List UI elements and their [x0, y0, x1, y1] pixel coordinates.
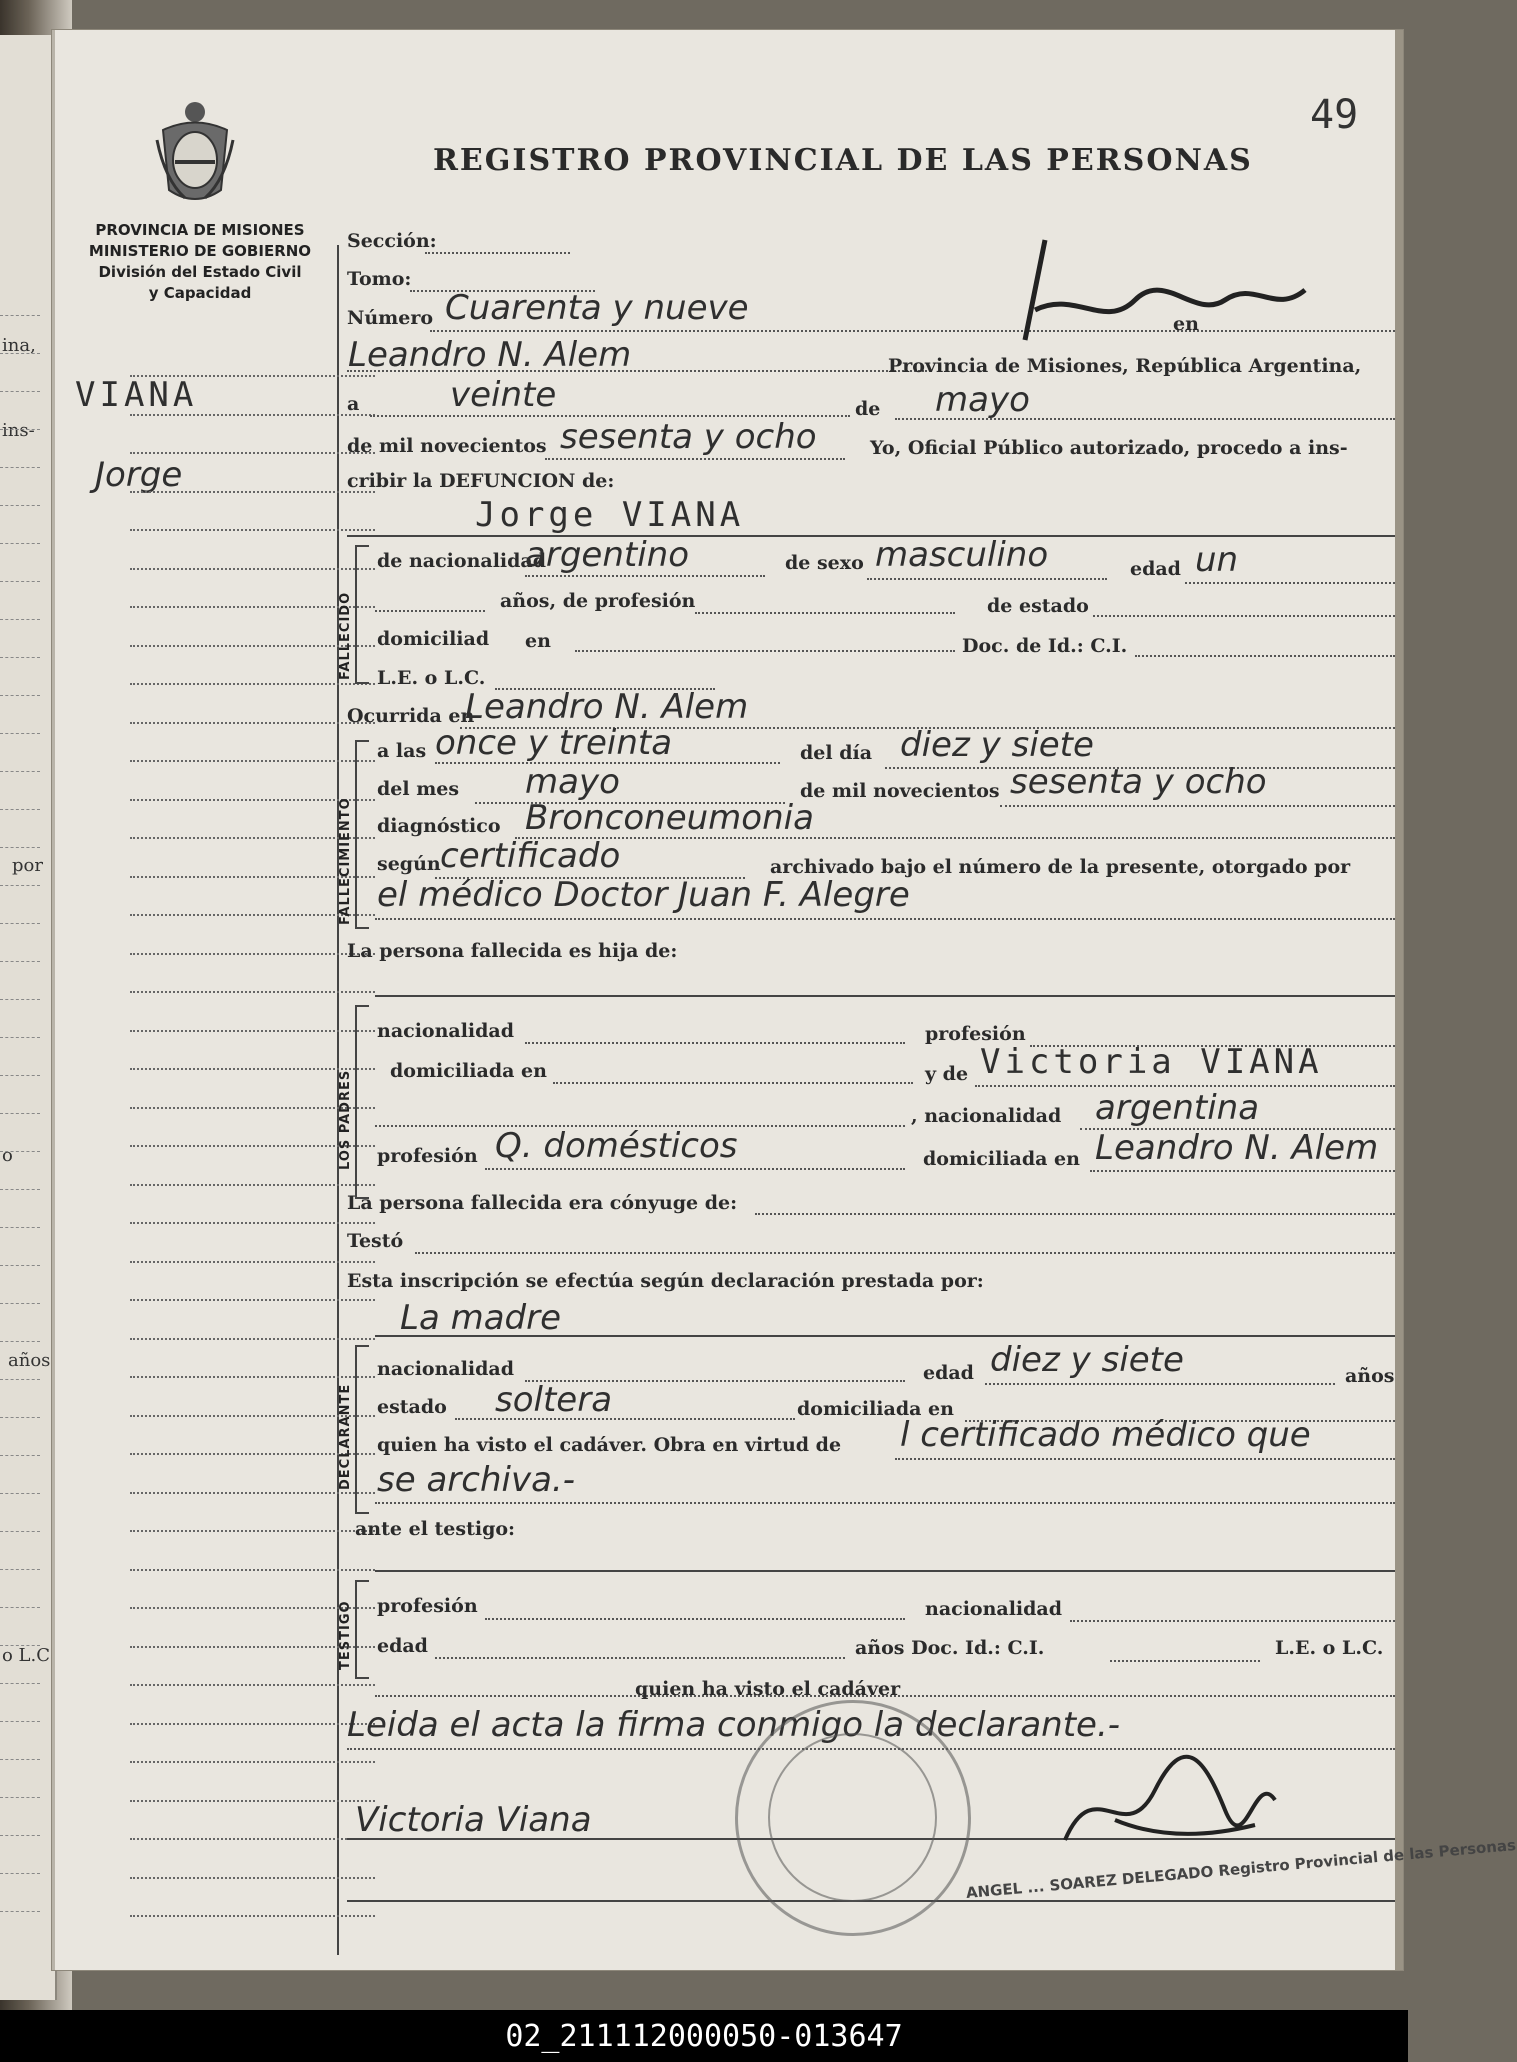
anio-value: sesenta y ocho	[560, 417, 817, 457]
rule	[375, 918, 1395, 920]
edad-label: edad	[1130, 558, 1181, 580]
declarante-value: La madre	[400, 1298, 562, 1338]
prev-page-line	[0, 1379, 40, 1380]
rule	[1185, 582, 1395, 584]
mes-value: mayo	[935, 380, 1030, 420]
section-fallecimiento: FALLECIMIENTO	[338, 797, 353, 925]
le-lc-testigo-label: L.E. o L.C.	[1275, 1637, 1384, 1659]
rule	[1110, 1660, 1260, 1662]
rule	[525, 575, 765, 577]
section-brace	[355, 740, 369, 929]
rule	[545, 458, 845, 460]
prev-page-line	[0, 1455, 40, 1456]
tomo-label: Tomo:	[347, 268, 412, 290]
rule	[895, 418, 1395, 420]
official-stamp-inner	[768, 1733, 937, 1902]
prev-page-line	[0, 1037, 40, 1038]
prev-page-line	[0, 847, 40, 848]
prev-fragment: años	[8, 1350, 51, 1371]
nacionalidad-value: argentino	[525, 535, 689, 575]
numero-value: Cuarenta y nueve	[445, 288, 749, 328]
ocurrida-value: Leandro N. Alem	[465, 687, 749, 727]
nacionalidad-label: de nacionalidad	[377, 550, 547, 572]
scan-footer	[0, 2010, 1408, 2062]
section-declarante: DECLARANTE	[338, 1383, 353, 1490]
prev-page-line	[0, 1493, 40, 1494]
side-ruled-line	[130, 1723, 375, 1725]
scan-id: 02_211112000050-013647	[505, 2018, 903, 2054]
de-mil-label: de mil novecientos	[347, 435, 547, 457]
side-ruled-line	[130, 1877, 375, 1879]
prev-page-line	[0, 315, 40, 316]
prev-page-line	[0, 1151, 40, 1152]
edad-declarante-label: edad	[923, 1362, 974, 1384]
dia-fallecimiento-value: diez y siete	[900, 725, 1094, 765]
rule	[975, 1085, 1395, 1087]
nacionalidad-declarante-label: nacionalidad	[377, 1358, 515, 1380]
section-brace	[355, 545, 369, 684]
diagnostico-label: diagnóstico	[377, 815, 501, 837]
side-ruled-line	[130, 1800, 375, 1802]
section-testigo: TESTIGO	[338, 1600, 353, 1670]
side-ruled-line	[130, 1684, 375, 1686]
side-ruled-line	[130, 1261, 375, 1263]
side-ruled-line	[130, 1030, 375, 1032]
side-ruled-line	[130, 991, 375, 993]
rule	[1070, 1620, 1395, 1622]
cribir-label: cribir la DEFUNCION de:	[347, 470, 615, 492]
rule	[525, 1042, 905, 1044]
prev-page-line	[0, 733, 40, 734]
archivado-label: archivado bajo el número de la presente, otorgado por	[770, 856, 1351, 878]
rule	[755, 1213, 1395, 1215]
rule	[375, 1502, 1395, 1504]
ocurrida-label: Ocurrida en	[347, 705, 475, 727]
section-brace	[355, 1005, 369, 1199]
edad-value: un	[1195, 540, 1239, 580]
section-padres: LOS PADRES	[338, 1069, 353, 1170]
obra-virtud-value: l certificado médico que	[900, 1415, 1311, 1455]
leida-value: Leida el acta la firma conmigo la declarante.-	[347, 1705, 1121, 1745]
side-ruled-line	[130, 1838, 375, 1840]
prev-page-line	[0, 1531, 40, 1532]
del-mes-label: del mes	[377, 778, 460, 800]
side-surname: VIANA	[75, 375, 198, 415]
nacionalidad-testigo-label: nacionalidad	[925, 1598, 1063, 1620]
official-stamp	[735, 1700, 971, 1936]
rule	[375, 1335, 1395, 1337]
domiciliad-label: domiciliad	[377, 628, 490, 650]
a-las-label: a las	[377, 740, 427, 762]
declarante-estado-value: soltera	[495, 1380, 613, 1420]
prev-page-line	[0, 1303, 40, 1304]
hija-de-label: La persona fallecida es hija de:	[347, 940, 678, 962]
rule	[575, 650, 955, 652]
prev-page-line	[0, 353, 40, 354]
rule	[553, 1082, 913, 1084]
rule	[695, 612, 955, 614]
prev-page-line	[0, 1569, 40, 1570]
anio-fallecimiento-value: sesenta y ocho	[1010, 762, 1267, 802]
testo-label: Testó	[347, 1230, 404, 1252]
conyuge-label: La persona fallecida era cónyuge de:	[347, 1192, 738, 1214]
rule	[347, 535, 1395, 537]
rule	[515, 837, 1395, 839]
side-ruled-line	[130, 1569, 375, 1571]
section-brace	[355, 1345, 369, 1514]
prev-page-line	[0, 999, 40, 1000]
ministry-header	[75, 220, 325, 304]
prev-page-line	[0, 581, 40, 582]
rule	[485, 1618, 905, 1620]
en-label-2: en	[525, 630, 551, 652]
side-ruled-line	[130, 683, 375, 685]
ministry-line: MINISTERIO DE GOBIERNO	[88, 242, 312, 260]
yo-oficial-label: Yo, Oficial Público autorizado, procedo a ins-	[870, 437, 1348, 459]
lugar-value: Leandro N. Alem	[348, 335, 632, 375]
domiciliada-padre-label: domiciliada en	[390, 1060, 547, 1082]
segun-value: certificado	[440, 836, 621, 876]
rule	[867, 578, 1107, 580]
side-ruled-line	[130, 1761, 375, 1763]
segun-label: según	[377, 853, 441, 875]
obra-virtud-value-2: se archiva.-	[377, 1460, 575, 1500]
nombre-value: Jorge VIANA	[475, 495, 745, 535]
profesion-padre-label: profesión	[925, 1023, 1026, 1045]
prev-page-line	[0, 923, 40, 924]
prev-page-line	[0, 391, 40, 392]
prev-page-line	[0, 961, 40, 962]
le-lc-label: L.E. o L.C.	[377, 667, 486, 689]
side-given-name: Jorge	[95, 455, 183, 495]
prev-page-line	[0, 1189, 40, 1190]
official-signature	[1055, 1750, 1285, 1860]
prev-page-line	[0, 695, 40, 696]
estado-label: de estado	[987, 595, 1089, 617]
coat-of-arms-icon	[155, 100, 235, 210]
rule	[455, 1418, 795, 1420]
rule	[1093, 615, 1395, 617]
side-ruled-line	[130, 414, 375, 416]
domiciliada-madre-label: domiciliada en	[923, 1148, 1080, 1170]
nacionalidad-padre-label: nacionalidad	[377, 1020, 515, 1042]
profesion-madre-label: profesión	[377, 1145, 478, 1167]
prev-page-line	[0, 1113, 40, 1114]
prev-page-line	[0, 543, 40, 544]
side-ruled-line	[130, 1338, 375, 1340]
ministry-line: y Capacidad	[148, 284, 252, 302]
page-title: REGISTRO PROVINCIAL DE LAS PERSONAS	[433, 143, 1253, 178]
numero-label: Número	[347, 307, 434, 329]
previous-page-edge	[0, 35, 57, 2000]
side-ruled-line	[130, 1492, 375, 1494]
prev-page-line	[0, 1759, 40, 1760]
medico-value: el médico Doctor Juan F. Alegre	[377, 875, 910, 915]
profesion-testigo-label: profesión	[377, 1595, 478, 1617]
ministry-line: División del Estado Civil	[98, 263, 302, 281]
prev-fragment: o	[2, 1145, 13, 1166]
side-ruled-line	[130, 375, 375, 377]
mes-fallecimiento-value: mayo	[525, 762, 620, 802]
prev-page-line	[0, 771, 40, 772]
sexo-label: de sexo	[785, 552, 864, 574]
sexo-value: masculino	[875, 535, 1049, 575]
domiciliada-declarante-label: domiciliada en	[797, 1398, 954, 1420]
stamp-text: ANGEL ... SOAREZ DELEGADO Registro Provincial de las Personas	[965, 1835, 1517, 1903]
rule	[1090, 1170, 1395, 1172]
prev-page-line	[0, 1721, 40, 1722]
side-ruled-line	[130, 1530, 375, 1532]
side-ruled-line	[130, 1915, 375, 1917]
diagnostico-value: Bronconeumonia	[525, 798, 814, 838]
rule	[415, 1252, 1395, 1254]
prev-page-line	[0, 1607, 40, 1608]
signature-mark	[1015, 230, 1315, 370]
prev-page-line	[0, 657, 40, 658]
quien-cadaver-testigo-label: quien ha visto el cadáver	[635, 1678, 901, 1700]
prev-page-line	[0, 467, 40, 468]
quien-cadaver-label: quien ha visto el cadáver. Obra en virtud de	[377, 1434, 842, 1456]
declarante-edad-value: diez y siete	[990, 1340, 1184, 1380]
prev-fragment: ins-	[2, 420, 35, 441]
madre-nacionalidad-value: argentina	[1095, 1088, 1260, 1128]
rule	[1000, 805, 1395, 807]
ministry-line: PROVINCIA DE MISIONES	[95, 221, 305, 239]
prev-page-line	[0, 1835, 40, 1836]
side-ruled-line	[130, 953, 375, 955]
prev-page-line	[0, 619, 40, 620]
rule	[485, 1168, 905, 1170]
rule	[435, 1657, 845, 1659]
anos-declarante-label: años	[1345, 1365, 1395, 1387]
madre-profesion-value: Q. domésticos	[495, 1126, 738, 1166]
rule	[425, 252, 570, 254]
provincia-label: Provincia de Misiones, República Argentina,	[888, 355, 1362, 377]
rule	[347, 370, 927, 372]
rule	[1135, 655, 1395, 657]
side-ruled-line	[130, 529, 375, 531]
side-ruled-line	[130, 1222, 375, 1224]
side-ruled-line	[130, 1184, 375, 1186]
prev-page-line	[0, 1645, 40, 1646]
y-de-label: y de	[925, 1063, 969, 1085]
rule	[985, 1383, 1335, 1385]
madre-domicilio-value: Leandro N. Alem	[1095, 1128, 1379, 1168]
rule	[375, 610, 485, 612]
hora-value: once y treinta	[435, 723, 673, 763]
prev-page-line	[0, 885, 40, 886]
estado-declarante-label: estado	[377, 1396, 447, 1418]
rule	[895, 1458, 1395, 1460]
edad-testigo-label: edad	[377, 1635, 428, 1657]
prev-fragment: o L.C	[2, 1645, 51, 1666]
prev-page-line	[0, 1797, 40, 1798]
dia-value: veinte	[450, 375, 557, 415]
prev-fragment: por	[12, 855, 43, 876]
madre-value: Victoria VIANA	[980, 1042, 1323, 1082]
nacionalidad-madre-label: , nacionalidad	[911, 1105, 1062, 1127]
prev-page-line	[0, 1873, 40, 1874]
firma-declarante: Victoria Viana	[355, 1800, 592, 1840]
inscripcion-label: Esta inscripción se efectúa según declaración prestada por:	[347, 1270, 984, 1292]
side-ruled-line	[130, 722, 375, 724]
section-fallecido: FALLECIDO	[338, 591, 353, 680]
prev-page-line	[0, 1265, 40, 1266]
document-page	[52, 30, 1517, 1970]
prev-fragment: ina,	[2, 335, 36, 356]
en-label: en	[1173, 313, 1199, 335]
prev-page-line	[0, 1683, 40, 1684]
prev-page-line	[0, 1911, 40, 1912]
section-brace	[355, 1580, 369, 1679]
side-ruled-line	[130, 491, 375, 493]
de-mil-label-2: de mil novecientos	[800, 780, 1000, 802]
doc-id-label: Doc. de Id.: C.I.	[962, 635, 1128, 657]
prev-page-line	[0, 505, 40, 506]
page-number: 49	[1310, 92, 1359, 138]
anos-profesion-label: años, de profesión	[500, 590, 696, 612]
anos-doc-label: años Doc. Id.: C.I.	[855, 1637, 1045, 1659]
seccion-label: Sección:	[347, 230, 437, 252]
side-ruled-line	[130, 1299, 375, 1301]
prev-page-line	[0, 1341, 40, 1342]
prev-page-line	[0, 429, 40, 430]
de-label: de	[855, 398, 881, 420]
prev-page-line	[0, 1075, 40, 1076]
rule	[375, 995, 1395, 997]
prev-page-line	[0, 809, 40, 810]
prev-page-line	[0, 1227, 40, 1228]
ante-testigo-label: ante el testigo:	[355, 1518, 516, 1540]
prev-page-line	[0, 1417, 40, 1418]
a-label: a	[347, 393, 360, 415]
del-dia-label: del día	[800, 742, 873, 764]
side-ruled-line	[130, 452, 375, 454]
rule	[375, 1570, 1395, 1572]
